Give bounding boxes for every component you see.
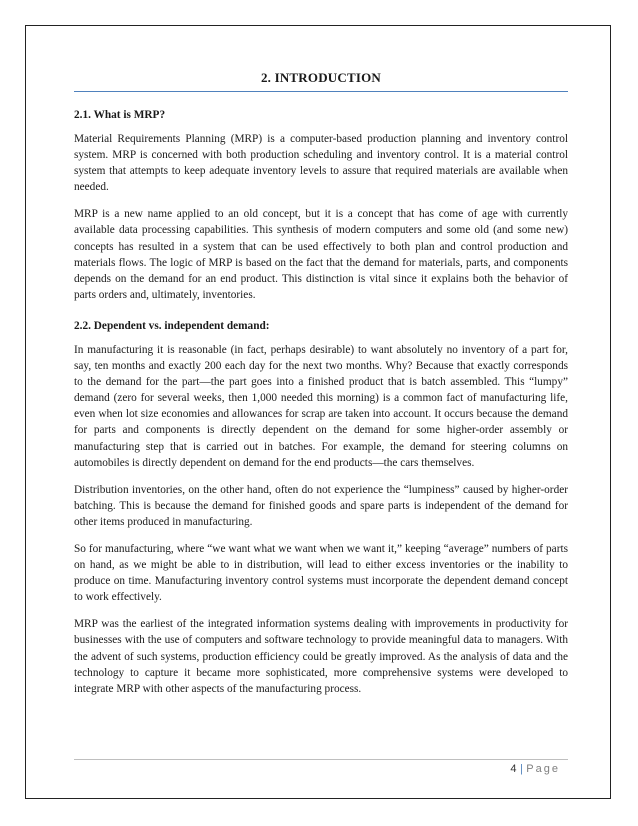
footer-divider xyxy=(74,759,568,760)
paragraph: MRP is a new name applied to an old concept, but it is a concept that has come of age with currently available data processing capabilities. This synthesis of modern computers and some old (and some new) concepts has resulted in a system that can be used effectively to both plan and control production and materials flows. The logic of MRP is based on the fact that the demand for materials, parts, and components depends on the demand for an end product. This distinction is vital since it explains both the behavior of parts orders and, ultimately, inventories. xyxy=(74,208,568,301)
section-heading: 2.2. Dependent vs. independent demand: xyxy=(74,319,270,332)
page-label: Page xyxy=(526,763,560,775)
section-heading: 2.1. What is MRP? xyxy=(74,109,166,121)
paragraph: MRP was the earliest of the integrated information systems dealing with improvements in productivity for businesses with the use of computers and software technology to provide meaningful data to managers. With the advent of such systems, production efficiency could be greatly improved. As the analysis of data and the technology to capture it became more sophisticated, more comprehensive systems were developed to integrate MRP with other aspects of the manufacturing process. xyxy=(74,618,568,695)
paragraph: Material Requirements Planning (MRP) is a computer-based production planning and inventory control system. MRP is concerned with both production scheduling and inventory control. It is a material control system that attempts to keep adequate inventory levels to assure that required materials are available when needed. xyxy=(74,133,568,194)
footer-separator: | xyxy=(519,763,524,775)
paragraph: In manufacturing it is reasonable (in fact, perhaps desirable) to want absolutely no inventory of a part for, say, ten months and exactly 200 each day for the next two months. Why? Because that exactly corresponds to the demand for the part—the part goes into a finished product that is batch assembled. This “lumpy” demand (zero for several weeks, then 1,000 needed this morning) is a common fact of manufacturing life, even when lot size economies and allowances for scrap are taken into account. It occurs because the demand for parts and components is directly dependent on the demand for some higher-order assembly or manufacturing step that is carried out in batches. For example, the demand for steering columns on automobiles is directly dependent on demand for the end products—the cars themselves. xyxy=(74,343,568,469)
section-dependent-demand xyxy=(74,318,568,697)
paragraph: So for manufacturing, where “we want what we want when we want it,” keeping “average” numbers of parts on hand, as we might be able to in distribution, will lead to either excess inventories or the inability to produce on time. Manufacturing inventory control systems must incorporate the dependent demand concept to work effectively. xyxy=(74,542,568,604)
document-body xyxy=(74,70,568,697)
page-footer xyxy=(510,763,560,775)
section-what-is-mrp xyxy=(74,107,568,303)
page-title: 2. INTRODUCTION xyxy=(74,70,568,92)
paragraph: Distribution inventories, on the other hand, often do not experience the “lumpiness” caused by higher-order batching. This is because the demand for finished goods and spare parts is independent of the demand for other items produced in manufacturing. xyxy=(74,483,568,528)
page-number: 4 xyxy=(510,763,517,775)
